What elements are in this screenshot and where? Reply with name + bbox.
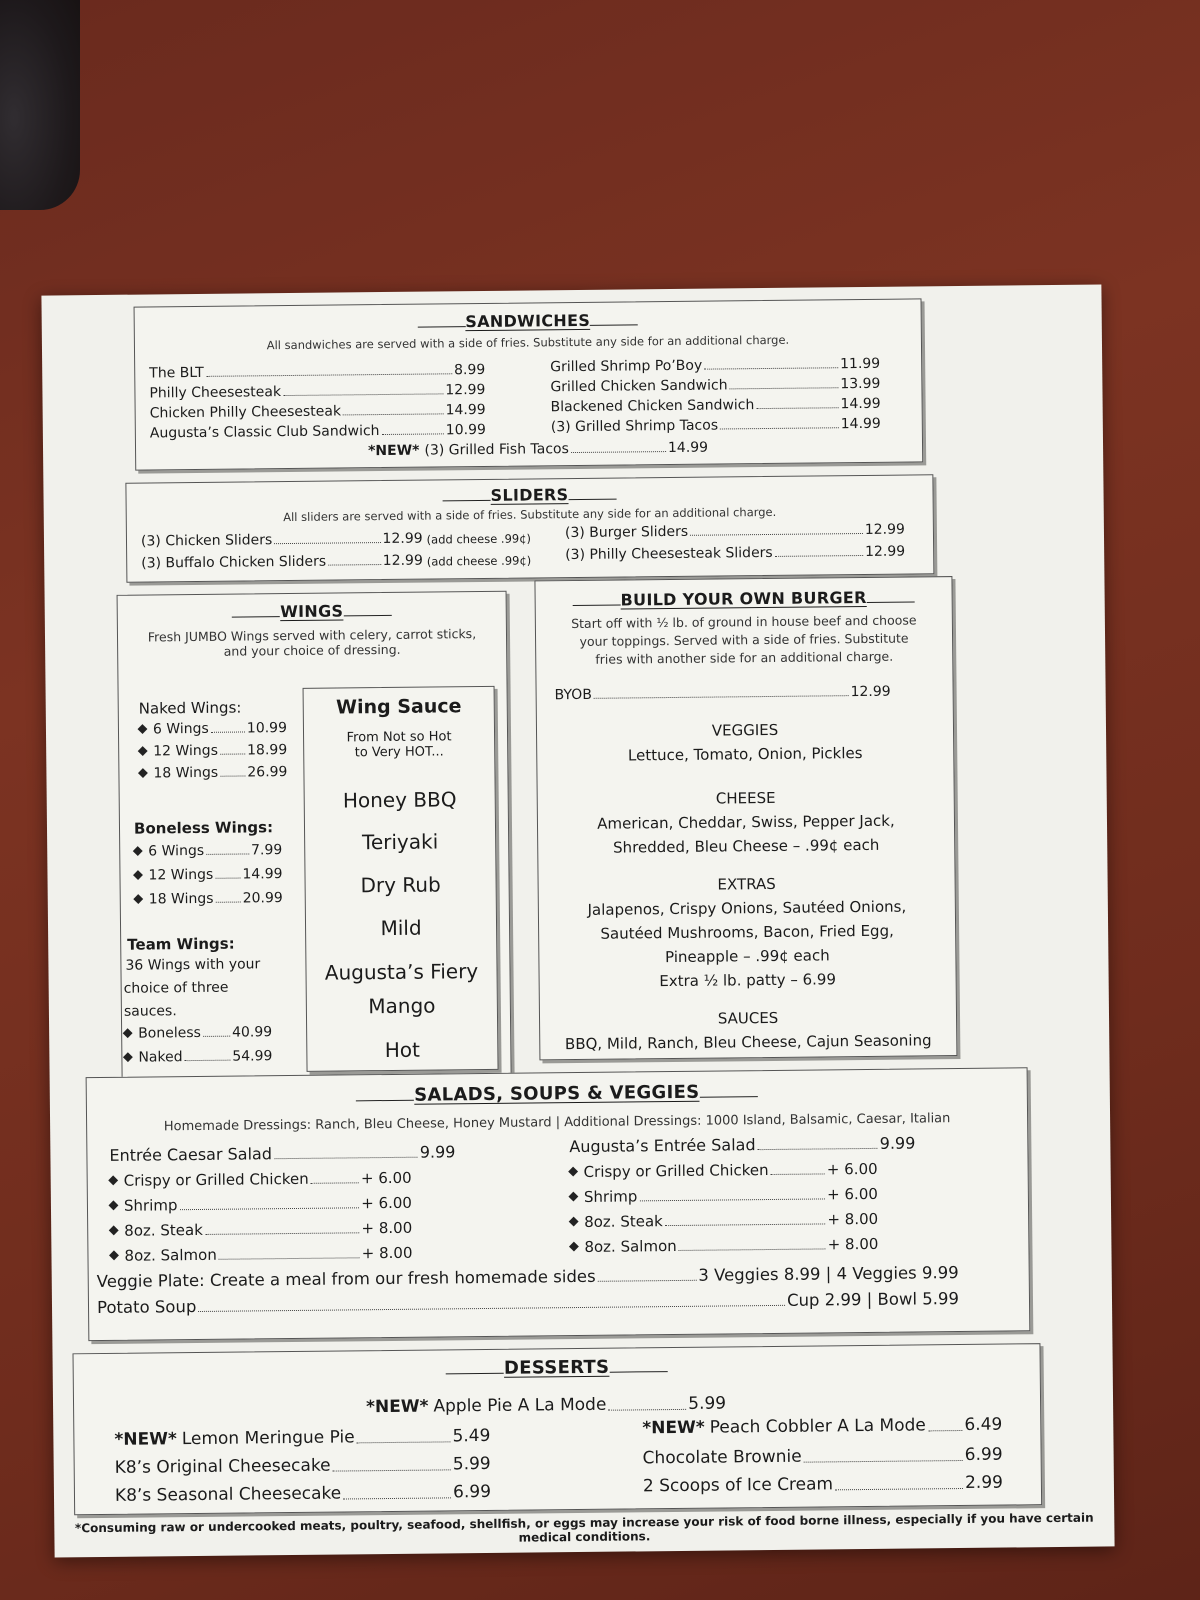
potato-soup-item: Potato Soup Cup 2.99 | Bowl 5.99 xyxy=(96,1289,960,1318)
sliders-title: SLIDERS xyxy=(126,481,932,508)
wing-item: 12 Wings 14.99 xyxy=(134,866,282,884)
extras-heading: EXTRAS xyxy=(717,874,776,894)
wing-item: 6 Wings 10.99 xyxy=(139,720,287,738)
slider-item: (3) Burger Sliders 12.99 xyxy=(564,521,906,542)
salad-addon: Crispy or Grilled Chicken + 6.00 xyxy=(570,1160,878,1181)
veggies-list: Lettuce, Tomato, Onion, Pickles xyxy=(627,744,863,765)
extras-list: Extra ½ lb. patty – 6.99 xyxy=(659,970,837,991)
slider-item: (3) Philly Cheesesteak Sliders 12.99 xyxy=(565,543,906,564)
sauces-list: BBQ, Mild, Ranch, Bleu Cheese, Cajun Seasoning xyxy=(564,1031,932,1054)
team-wings-note: choice of three xyxy=(123,979,229,997)
wing-item: Naked 54.99 xyxy=(124,1048,272,1066)
food-safety-disclaimer: *Consuming raw or undercooked meats, poultry, seafood, shellfish, or eggs may increase your risk of food borne illness, especially if you have certain medical conditions. xyxy=(74,1510,1094,1545)
wing-sauce-item: Mango xyxy=(368,993,436,1019)
cheese-list: American, Cheddar, Swiss, Pepper Jack, xyxy=(597,811,895,833)
salad-addon: 8oz. Steak + 8.00 xyxy=(570,1210,878,1231)
dessert-item: *NEW* Peach Cobbler A La Mode 6.49 xyxy=(642,1414,1003,1439)
burger-note: Start off with ½ lb. of ground in house beef and choose your toppings. Served with a side of fries. Substitute fries with another side for an additional charge. xyxy=(571,612,917,667)
slider-item: (3) Chicken Sliders 12.99 (add cheese .99¢) xyxy=(140,530,532,550)
byob-item: BYOB 12.99 xyxy=(554,683,891,704)
dessert-featured: *NEW* Apple Pie A La Mode 5.99 xyxy=(365,1393,727,1418)
sandwich-item: Grilled Chicken Sandwich 13.99 xyxy=(550,375,881,396)
wing-sauce-item: Mild xyxy=(380,915,422,941)
wing-item: 6 Wings 7.99 xyxy=(134,842,282,860)
wing-item: 18 Wings 26.99 xyxy=(139,764,287,782)
naked-wings-label: Naked Wings: xyxy=(138,698,242,718)
wing-sauce-item: Hot xyxy=(384,1037,421,1063)
wing-sauce-item: Teriyaki xyxy=(361,829,439,855)
sandwich-featured: *NEW* (3) Grilled Fish Tacos 14.99 xyxy=(367,439,709,460)
salad-addon: 8oz. Steak + 8.00 xyxy=(110,1219,412,1240)
salad-addon: Shrimp + 6.00 xyxy=(110,1194,412,1215)
desserts-title: DESSERTS xyxy=(74,1352,1040,1383)
wing-item: 12 Wings 18.99 xyxy=(139,742,287,760)
wing-sauce-item: Augusta’s Fiery xyxy=(324,959,479,985)
wings-section xyxy=(117,591,512,1085)
wing-sauce-item: Dry Rub xyxy=(360,872,441,898)
sandwich-item: Chicken Philly Cheesesteak 14.99 xyxy=(149,401,486,422)
boneless-wings-label: Boneless Wings: xyxy=(133,818,274,838)
wing-sauce-item: Honey BBQ xyxy=(342,787,457,813)
salad-addon: Shrimp + 6.00 xyxy=(570,1185,878,1206)
wing-sauce-title: Wing Sauce xyxy=(335,695,462,719)
dessert-item: 2 Scoops of Ice Cream 2.99 xyxy=(642,1472,1004,1497)
wings-title: WINGS xyxy=(118,600,506,623)
cheese-list: Shredded, Bleu Cheese – .99¢ each xyxy=(613,835,880,857)
team-wings-note: 36 Wings with your xyxy=(125,956,261,974)
sandwiches-note: All sandwiches are served with a side of fries. Substitute any side for an additional charge. xyxy=(266,332,790,353)
salad-addon: Crispy or Grilled Chicken + 6.00 xyxy=(110,1169,412,1190)
extras-list: Pineapple – .99¢ each xyxy=(664,946,830,967)
sandwich-item: Philly Cheesesteak 12.99 xyxy=(149,381,486,402)
salad-item: Augusta’s Entrée Salad 9.99 xyxy=(569,1133,916,1157)
sandwich-item: Grilled Shrimp Po’Boy 11.99 xyxy=(550,355,881,376)
sliders-note: All sliders are served with a side of fries. Substitute any side for an additional charge. xyxy=(283,504,777,525)
wings-note: Fresh JUMBO Wings served with celery, carrot sticks, and your choice of dressing. xyxy=(147,626,477,659)
burger-section xyxy=(534,576,957,1060)
sandwiches-section xyxy=(134,298,924,470)
sliders-section xyxy=(125,474,934,582)
sandwich-item: Blackened Chicken Sandwich 14.99 xyxy=(550,395,881,416)
desserts-section xyxy=(72,1343,1042,1515)
dessert-item: *NEW* Lemon Meringue Pie 5.49 xyxy=(114,1425,491,1450)
dessert-item: K8’s Original Cheesecake 5.99 xyxy=(114,1453,491,1478)
salads-title: SALADS, SOUPS & VEGGIES xyxy=(87,1078,1027,1109)
salad-item: Entrée Caesar Salad 9.99 xyxy=(109,1142,456,1165)
sandwiches-title: SANDWICHES xyxy=(135,307,921,334)
dessert-item: K8’s Seasonal Cheesecake 6.99 xyxy=(114,1481,492,1506)
extras-list: Sautéed Mushrooms, Bacon, Fried Egg, xyxy=(600,921,894,943)
dessert-item: Chocolate Brownie 6.99 xyxy=(642,1444,1003,1469)
wing-sauce-note: From Not so Hot to Very HOT... xyxy=(346,729,452,761)
wing-sauce-box xyxy=(303,686,499,1072)
team-wings-label: Team Wings: xyxy=(127,934,235,954)
salads-note: Homemade Dressings: Ranch, Bleu Cheese, Honey Mustard | Additional Dressings: 1000 Island, Balsamic, Caesar, Italian xyxy=(163,1111,951,1135)
sandwich-item: Augusta’s Classic Club Sandwich 10.99 xyxy=(149,421,486,442)
wing-item: Boneless 40.99 xyxy=(124,1024,272,1042)
burger-title: BUILD YOUR OWN BURGER xyxy=(536,587,952,610)
extras-list: Jalapenos, Crispy Onions, Sautéed Onions, xyxy=(587,897,907,919)
veggies-heading: VEGGIES xyxy=(711,720,779,740)
sauces-heading: SAUCES xyxy=(717,1008,779,1028)
salad-addon: 8oz. Salmon + 8.00 xyxy=(110,1244,412,1265)
menu-sheet xyxy=(41,284,1114,1557)
veggie-plate-item: Veggie Plate: Create a meal from our fresh homemade sides 3 Veggies 8.99 | 4 Veggies 9.99 xyxy=(96,1263,959,1292)
sandwich-item: The BLT 8.99 xyxy=(149,361,486,382)
drink-glass xyxy=(0,0,80,210)
cheese-heading: CHEESE xyxy=(715,788,776,808)
team-wings-note: sauces. xyxy=(123,1003,177,1020)
salads-section xyxy=(86,1067,1031,1341)
sandwich-item: (3) Grilled Shrimp Tacos 14.99 xyxy=(550,415,881,436)
wing-item: 18 Wings 20.99 xyxy=(135,890,283,908)
slider-item: (3) Buffalo Chicken Sliders 12.99 (add cheese .99¢) xyxy=(141,552,532,572)
salad-addon: 8oz. Salmon + 8.00 xyxy=(570,1235,878,1256)
